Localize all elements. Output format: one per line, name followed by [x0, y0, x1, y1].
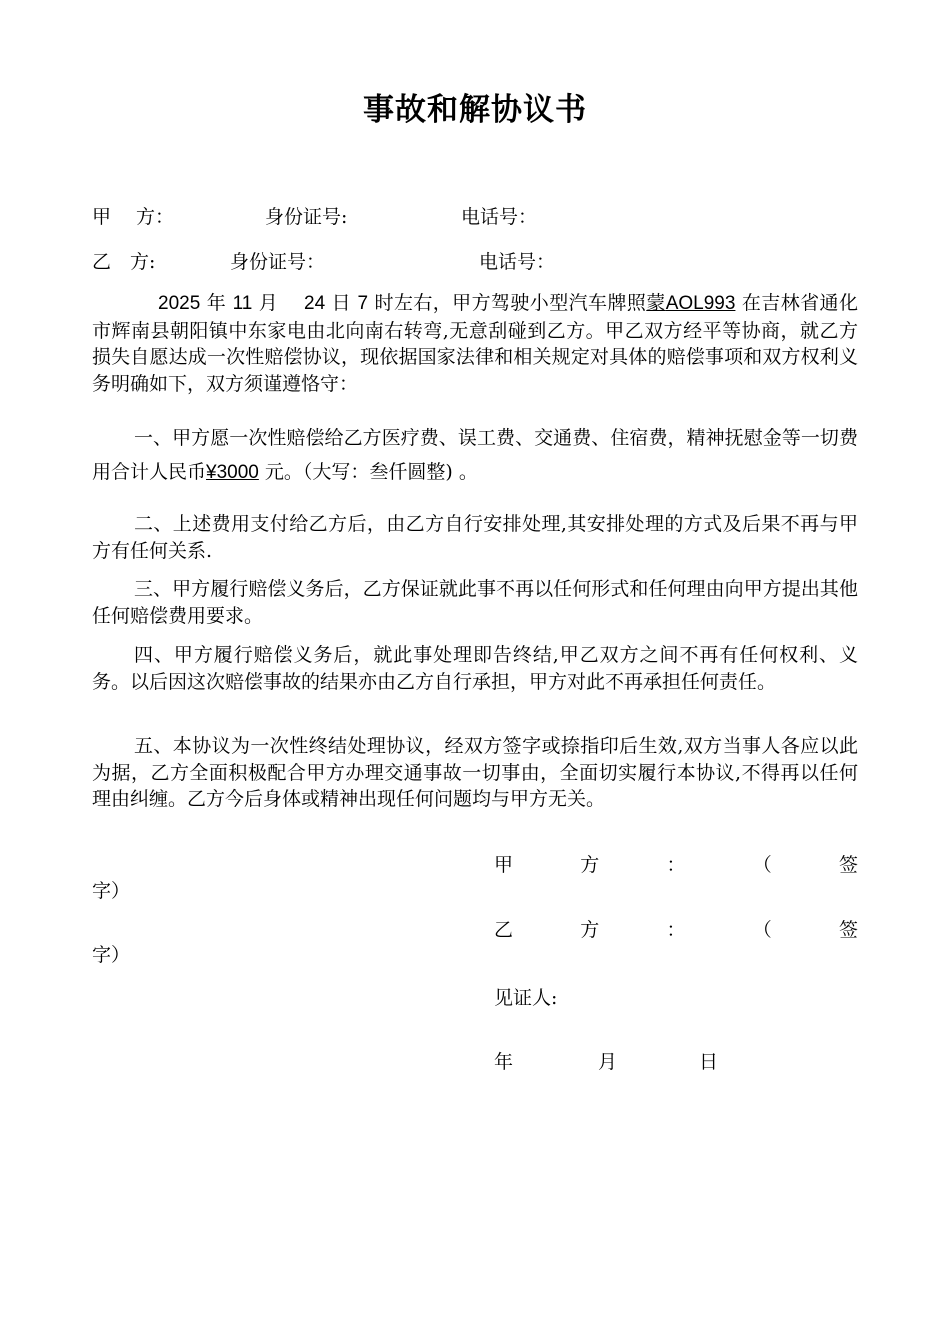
sig-b-char-4: （ — [752, 919, 772, 941]
intro-hour: 7 — [357, 293, 369, 314]
sig-b-char-3: ： — [666, 919, 686, 941]
party-a-id-label: 身份证号: — [265, 206, 348, 228]
intro-month: 11 — [232, 293, 253, 314]
party-b-id-label: 身份证号： — [230, 251, 326, 273]
party-b-label: 乙 方: — [92, 251, 156, 273]
sig-a-char-4: （ — [752, 854, 772, 876]
sig-a-char-3: ： — [666, 854, 686, 876]
date-year-label: 年 — [494, 1051, 514, 1073]
sig-b-char-5: 签 — [838, 919, 858, 941]
plate-number: AOL993 — [665, 293, 736, 314]
date-day-label: 日 — [699, 1051, 719, 1073]
intro-day: 24 — [304, 293, 326, 314]
amount-words: 元。（大写：叁仟圆整) — [264, 461, 453, 483]
clause-3: 三、甲方履行赔偿义务后，乙方保证就此事不再以任何形式和任何理由向甲方提出其他任何赔偿费用要求。 — [92, 578, 858, 627]
clause-4: 四、甲方履行赔偿义务后，就此事处理即告终结,甲乙双方之间不再有任何权利、义务。以后因这次赔偿事故的结果亦由乙方自行承担，甲方对此不再承担任何责任。 — [92, 644, 858, 693]
party-a-label: 甲 方： — [92, 206, 175, 228]
party-a-sign-tail: 字） — [92, 880, 131, 902]
intro-text-a: 时左右，甲方驾驶小型汽车牌照 — [374, 292, 647, 314]
sig-b-char-2: 方 — [580, 919, 600, 941]
intro-text-b: 在吉林省通化市辉南县朝阳镇中东家电由北向南右转弯,无意刮碰到乙方。甲乙双方经平等协商，就乙方损失自愿达成一次性赔偿协议，现依据国家法律和相关规定对具体的赔偿事项和双方权利义务明确如下，双方须谨遵恪守： — [92, 292, 858, 395]
party-a-signature-line — [494, 850, 858, 877]
witness-label: 见证人: — [494, 987, 558, 1009]
sig-a-char-2: 方 — [580, 854, 600, 876]
clause-1-text: 一、甲方愿一次性赔偿给乙方医疗费、误工费、交通费、住宿费，精神抚慰金等一切费用合计人民币 — [92, 427, 858, 483]
clause-5: 五、本协议为一次性终结处理协议，经双方签字或捺指印后生效,双方当事人各应以此为据，乙方全面积极配合甲方办理交通事故一切事由，全面切实履行本协议,不得再以任何理由纠缠。乙方今后身体或精神出现任何问题均与甲方无关。 — [92, 735, 858, 810]
plate-prefix: 蒙 — [646, 292, 666, 314]
party-b-signature-line — [494, 915, 858, 942]
document-title: 事故和解协议书 — [363, 92, 587, 128]
party-b-sign-tail: 字） — [92, 944, 131, 966]
intro-year-unit: 年 — [206, 292, 227, 314]
intro-month-unit: 月 — [258, 292, 279, 314]
clause-1-end: 。 — [458, 461, 478, 483]
sig-b-char-1: 乙 — [494, 919, 514, 941]
sig-a-char-1: 甲 — [494, 854, 514, 876]
sig-a-char-5: 签 — [838, 854, 858, 876]
clause-2: 二、上述费用支付给乙方后，由乙方自行安排处理,其安排处理的方式及后果不再与甲方有任何关系. — [92, 513, 858, 562]
amount-figure: ¥3000 — [206, 462, 259, 483]
date-month-label: 月 — [598, 1051, 618, 1073]
intro-paragraph — [92, 290, 858, 397]
intro-day-unit: 日 — [331, 292, 352, 314]
intro-year: 2025 — [158, 293, 201, 314]
clause-1 — [92, 421, 858, 490]
party-a-phone-label: 电话号： — [461, 206, 538, 228]
party-b-phone-label: 电话号： — [479, 251, 556, 273]
